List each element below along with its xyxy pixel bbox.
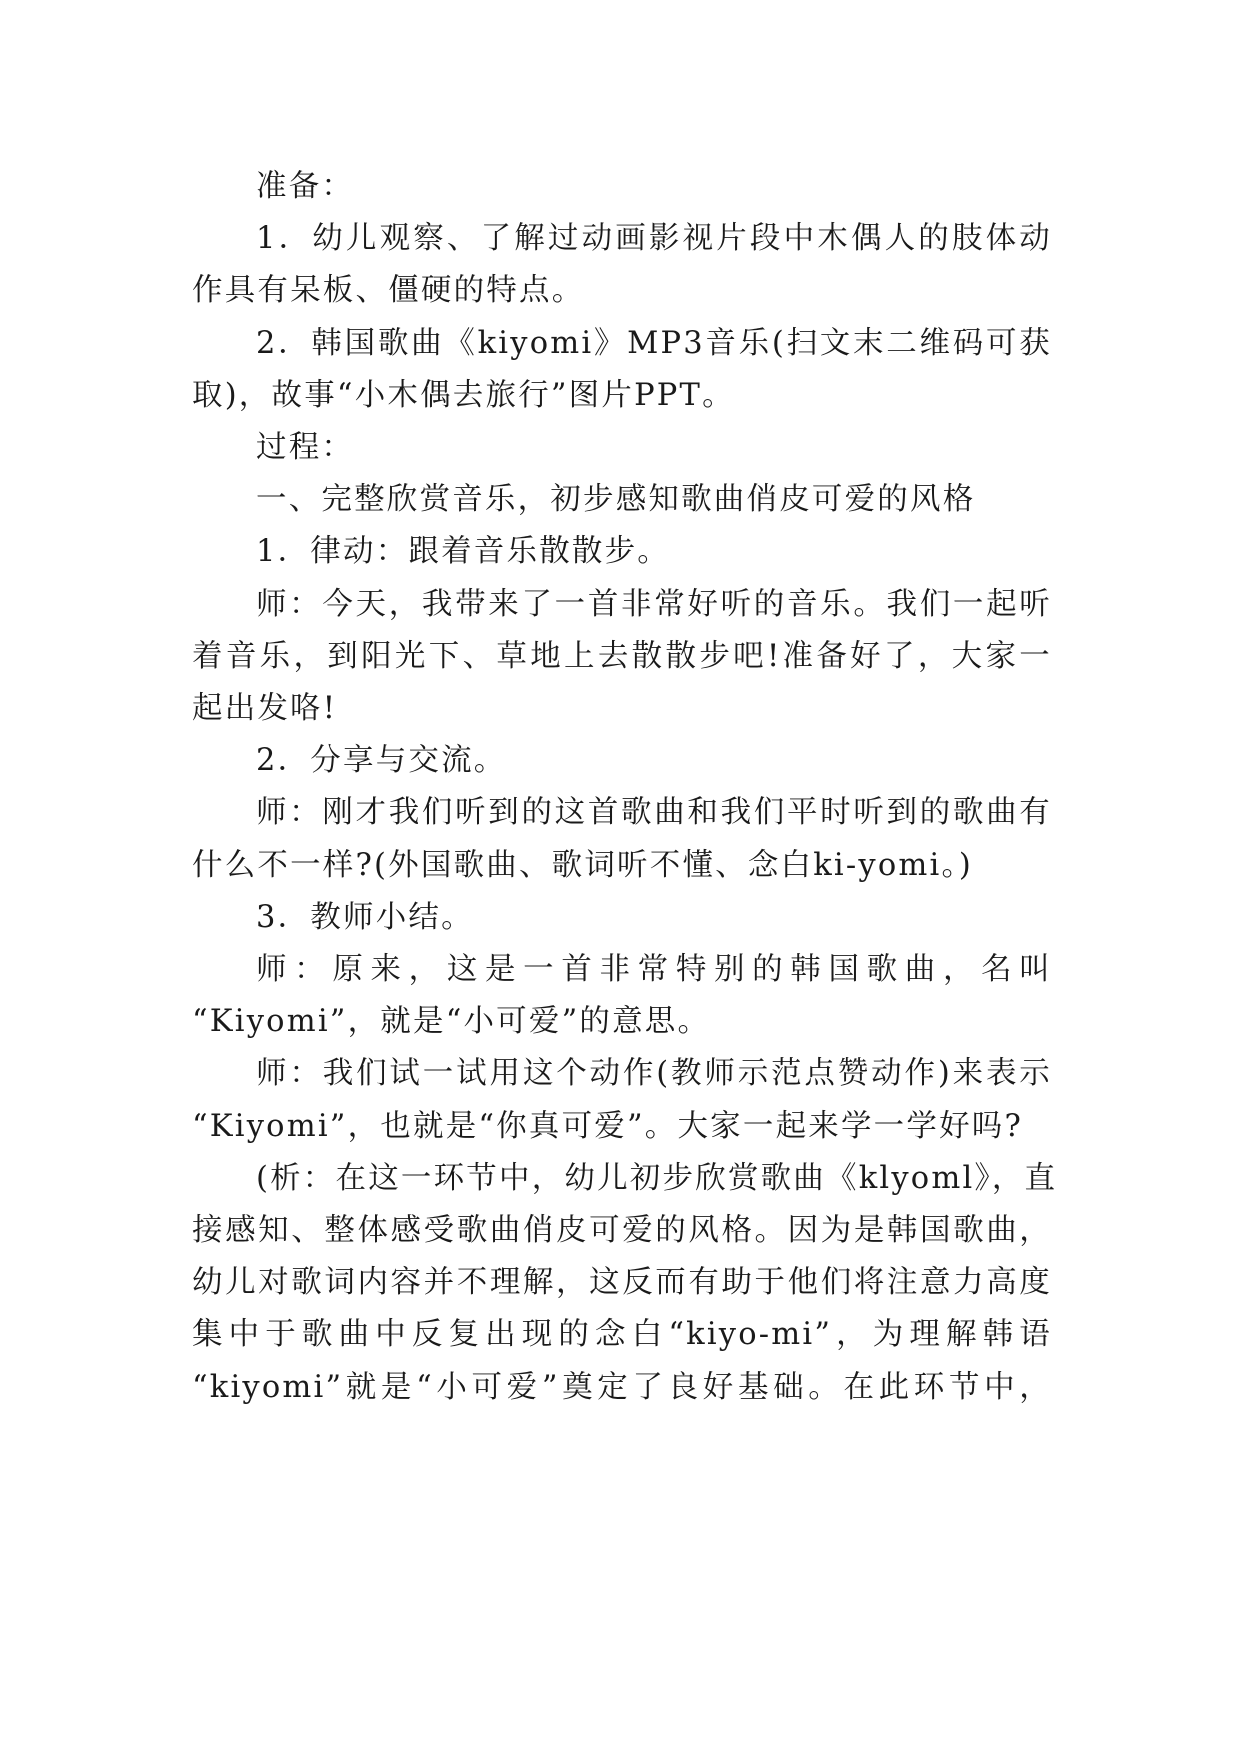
text-line: 取)，故事“小木偶去旅行”图片PPT。 (192, 378, 735, 413)
text-line: 师：今天，我带来了一首非常好听的音乐。我们一起听 (256, 587, 1052, 622)
text-line: “kiyomi”就是“小可爱”奠定了良好基础。在此环节中， (192, 1370, 1052, 1405)
text-line: 1．律动：跟着音乐散散步。 (256, 534, 671, 569)
text-line: 幼儿对歌词内容并不理解，这反而有助于他们将注意力高度 (192, 1265, 1052, 1300)
section-heading: 一、完整欣赏音乐，初步感知歌曲俏皮可爱的风格 (256, 482, 976, 517)
text-line: (析：在这一环节中，幼儿初步欣赏歌曲《klyoml》，直 (256, 1161, 1058, 1196)
text-line: 1．幼儿观察、了解过动画影视片段中木偶人的肢体动 (256, 221, 1052, 256)
text-line: 师：原来，这是一首非常特别的韩国歌曲，名叫 (256, 952, 1052, 987)
text-line: 师：我们试一试用这个动作(教师示范点赞动作)来表示 (256, 1056, 1052, 1091)
text-line: 起出发咯! (192, 691, 338, 726)
text-line: 过程： (256, 430, 355, 465)
text-line: 什么不一样?(外国歌曲、歌词听不懂、念白ki-yomi。) (192, 848, 974, 883)
text-line: 着音乐，到阳光下、草地上去散散步吧!准备好了，大家一 (192, 639, 1052, 674)
text-line: “Kiyomi”，也就是“你真可爱”。大家一起来学一学好吗? (192, 1109, 1024, 1144)
text-line: 接感知、整体感受歌曲俏皮可爱的风格。因为是韩国歌曲， (192, 1213, 1052, 1248)
text-line: 准备： (256, 169, 355, 204)
text-line: 2．韩国歌曲《kiyomi》MP3音乐(扫文末二维码可获 (256, 326, 1052, 361)
text-line: 2．分享与交流。 (256, 743, 507, 778)
text-line: 作具有呆板、僵硬的特点。 (192, 273, 585, 308)
text-line: 师：刚才我们听到的这首歌曲和我们平时听到的歌曲有 (256, 795, 1052, 830)
text-line: “Kiyomi”，就是“小可爱”的意思。 (192, 1004, 711, 1039)
text-line: 3．教师小结。 (256, 900, 474, 935)
text-line: 集中于歌曲中反复出现的念白“kiyo-mi”，为理解韩语 (192, 1317, 1052, 1352)
